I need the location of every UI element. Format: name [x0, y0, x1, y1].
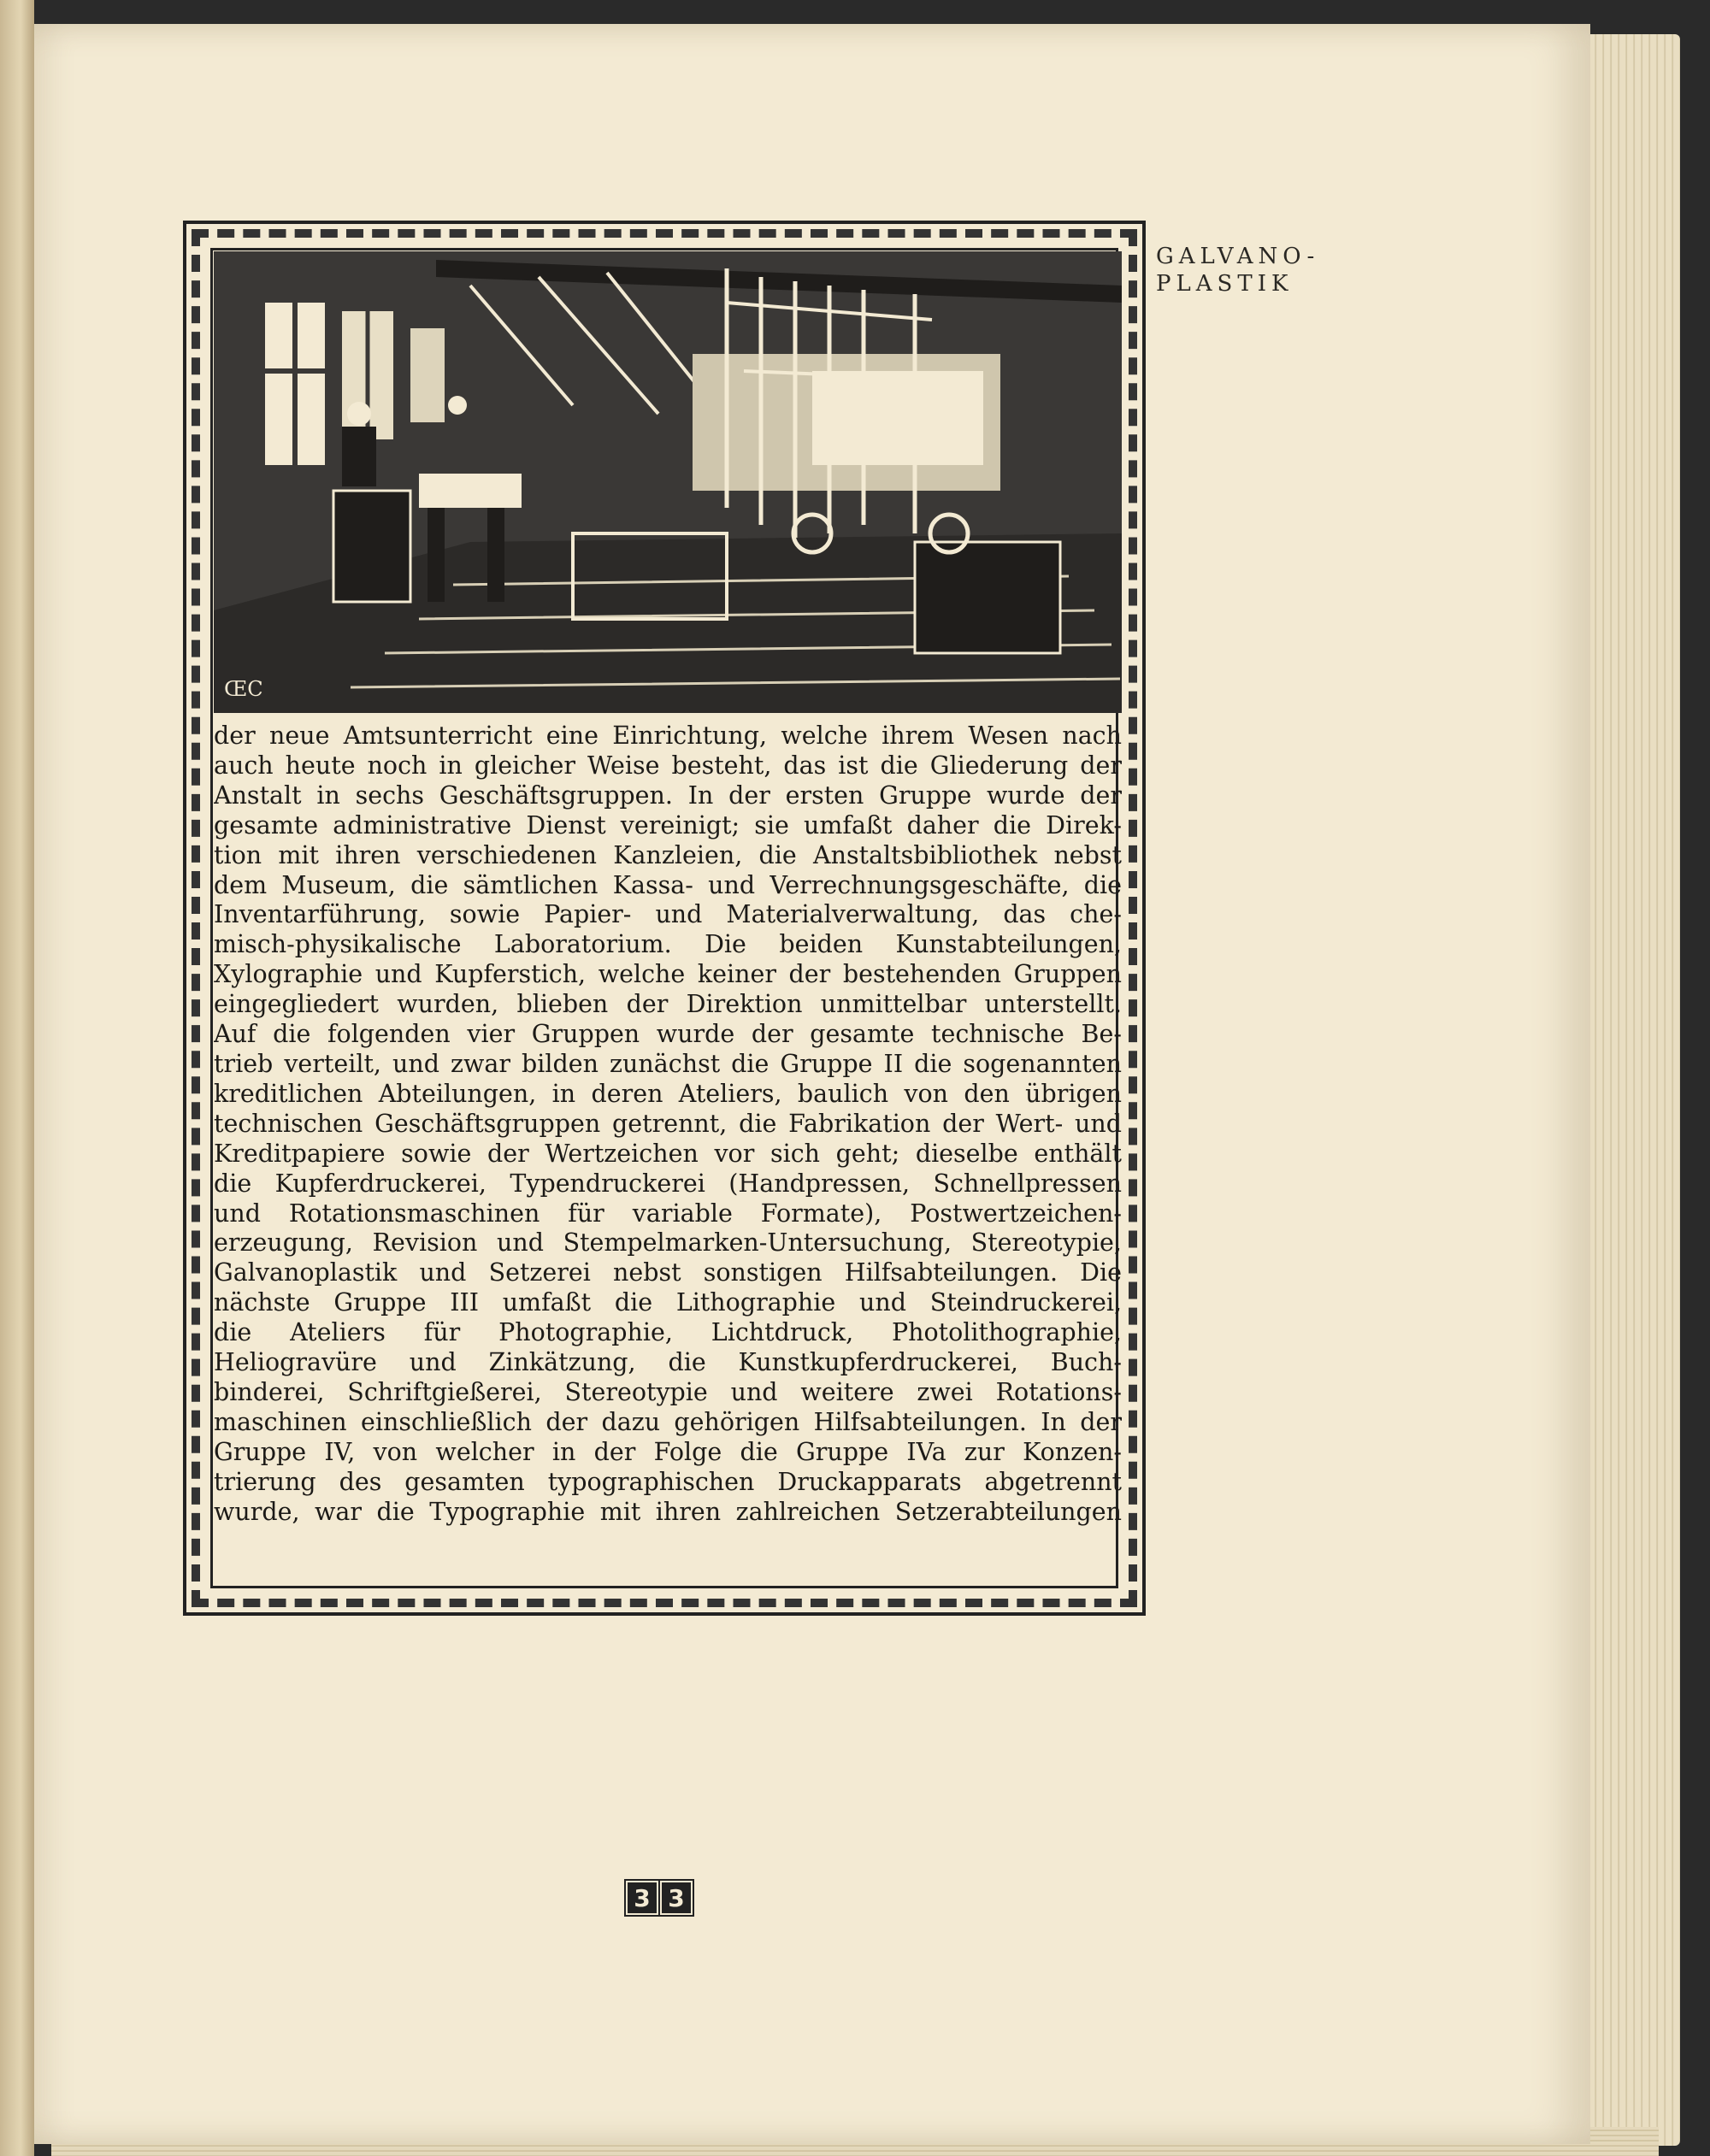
woodcut-illustration [214, 251, 1122, 713]
body-line: Heliogravüre und Zinkätzung, die Kunstkupferdruckerei, Buch- [214, 1348, 1122, 1377]
body-line: wurde, war die Typographie mit ihren zahlreichen Setzerabteilungen [214, 1497, 1122, 1526]
body-line: technischen Geschäftsgruppen getrennt, die Fabrikation der Wert- und [214, 1109, 1122, 1138]
body-line: der neue Amtsunterricht eine Einrichtung, welche ihrem Wesen nach [214, 722, 1122, 750]
body-line: Galvanoplastik und Setzerei nebst sonstigen Hilfsabteilungen. Die [214, 1258, 1122, 1287]
body-line: binderei, Schriftgießerei, Stereotypie und weitere zwei Rotations- [214, 1377, 1122, 1406]
page-number [628, 1882, 691, 1913]
body-line: Inventarführung, sowie Papier- und Materialverwaltung, das che- [214, 900, 1122, 929]
body-line: tion mit ihren verschiedenen Kanzleien, die Anstaltsbibliothek nebst [214, 840, 1122, 869]
body-line: Anstalt in sechs Geschäftsgruppen. In der ersten Gruppe wurde der [214, 781, 1122, 810]
body-line: trieb verteilt, und zwar bilden zunächst die Gruppe II die sogenannten [214, 1049, 1122, 1078]
body-line: erzeugung, Revision und Stempelmarken-Untersuchung, Stereotypie, [214, 1228, 1122, 1258]
body-line: Xylographie und Kupferstich, welche keiner der bestehenden Gruppen [214, 960, 1122, 989]
body-line: gesamte administrative Dienst vereinigt; sie umfaßt daher die Direk- [214, 810, 1122, 839]
body-line: nächste Gruppe III umfaßt die Lithographie und Steindruckerei, [214, 1288, 1122, 1317]
svg-text:ŒC: ŒC [224, 677, 263, 701]
body-line: die Kupferdruckerei, Typendruckerei (Handpressen, Schnellpressen [214, 1169, 1122, 1198]
margin-title-line-1: GALVANO- [1156, 244, 1320, 269]
body-line: maschinen einschließlich der dazu gehörigen Hilfsabteilungen. In der [214, 1407, 1122, 1436]
body-line: auch heute noch in gleicher Weise besteht, das ist die Gliederung der [214, 751, 1122, 780]
body-line: eingegliedert wurden, blieben der Direktion unmittelbar unterstellt. [214, 990, 1122, 1019]
body-line: Gruppe IV, von welcher in der Folge die Gruppe IVa zur Konzen- [214, 1437, 1122, 1466]
body-line: dem Museum, die sämtlichen Kassa- und Verrechnungsgeschäfte, die [214, 870, 1122, 899]
body-text [214, 722, 1122, 1585]
body-line: kreditlichen Abteilungen, in deren Ateliers, baulich von den übrigen [214, 1079, 1122, 1108]
margin-title-line-2: PLASTIK [1156, 271, 1294, 297]
body-line: trierung des gesamten typographischen Druckapparats abgetrennt [214, 1467, 1122, 1496]
page-number-digit: 3 [662, 1882, 691, 1913]
workshop-woodcut-image [214, 251, 1122, 713]
ornamental-frame [183, 221, 1146, 1616]
left-page-edge [0, 0, 34, 2156]
body-line: Kreditpapiere sowie der Wertzeichen vor sich geht; dieselbe enthält [214, 1139, 1122, 1168]
body-line: die Ateliers für Photographie, Lichtdruck, Photolithographie, [214, 1318, 1122, 1347]
page-stack-edge [1582, 34, 1680, 2146]
body-line: und Rotationsmaschinen für variable Formate), Postwertzeichen- [214, 1199, 1122, 1228]
margin-title [1156, 243, 1319, 297]
body-line: misch-physikalische Laboratorium. Die beiden Kunstabteilungen, [214, 930, 1122, 959]
page-number-digit: 3 [628, 1882, 657, 1913]
body-line: Auf die folgenden vier Gruppen wurde der gesamte technische Be- [214, 1020, 1122, 1049]
